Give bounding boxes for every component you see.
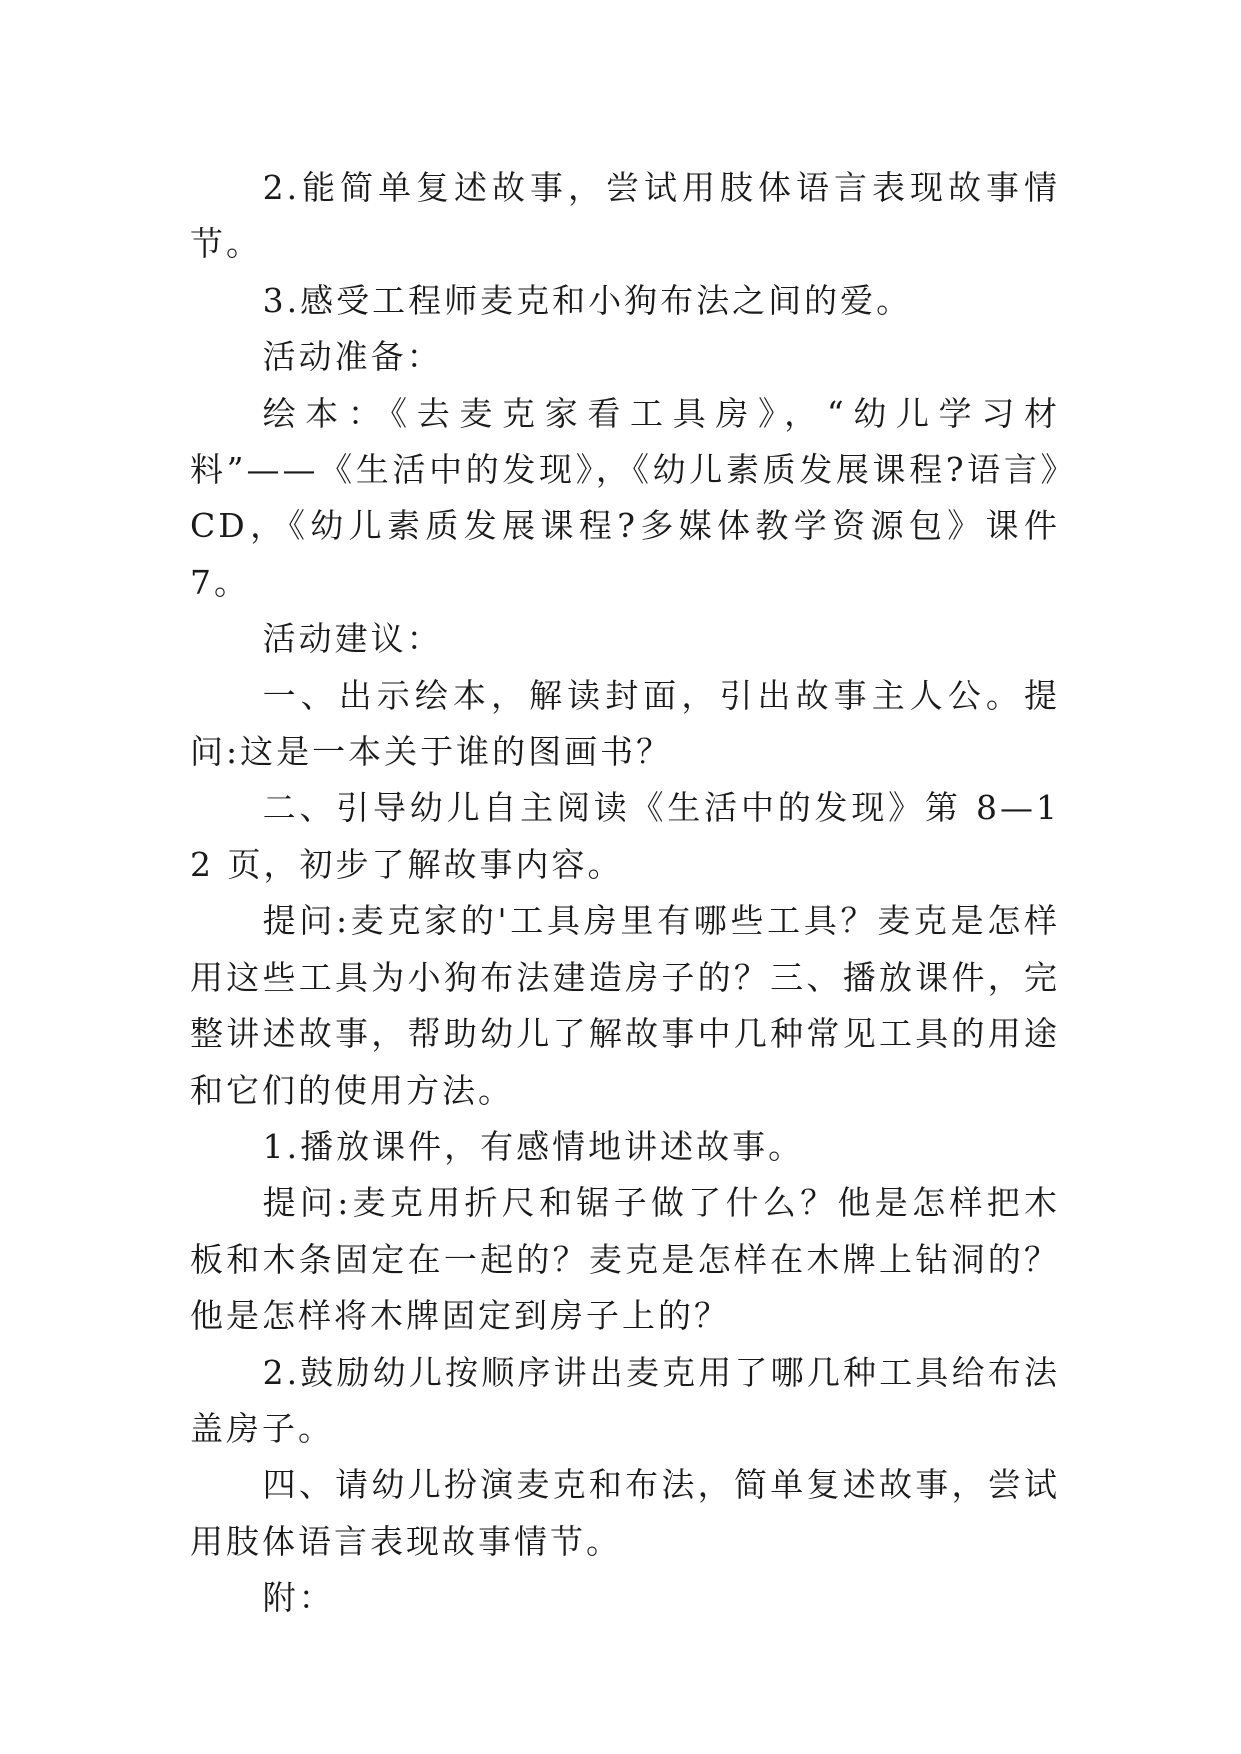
paragraph-substep-2: 2.鼓励幼儿按顺序讲出麦克用了哪几种工具给布法盖房子。: [190, 1352, 1060, 1448]
heading-activity-suggestions: 活动建议：: [262, 619, 443, 659]
paragraph-goal-2: 2.能简单复述故事，尝试用肢体语言表现故事情节。: [190, 168, 1060, 264]
heading-appendix: 附：: [262, 1578, 335, 1618]
paragraph-step-1: 一、出示绘本，解读封面，引出故事主人公。提问:这是一本关于谁的图画书？: [190, 675, 1060, 772]
heading-activity-preparation: 活动准备：: [262, 337, 443, 377]
paragraph-step-4: 四、请幼儿扮演麦克和布法，简单复述故事，尝试用肢体语言表现故事情节。: [190, 1465, 1060, 1561]
paragraph-goal-3: 3.感受工程师麦克和小狗布法之间的爱。: [262, 280, 913, 320]
paragraph-question-saw: 提问:麦克用折尺和锯子做了什么？他是怎样把木板和木条固定在一起的？麦克是怎样在木牌上钻洞的？他是怎样将木牌固定到房子上的？: [190, 1183, 1060, 1336]
paragraph-materials: 绘本：《去麦克家看工具房》，“幼儿学习材料”——《生活中的发现》，《幼儿素质发展课程?语言》CD，《幼儿素质发展课程?多媒体教学资源包》课件 7。: [190, 393, 1060, 602]
document-body: [190, 160, 1060, 1627]
paragraph-step-2: 二、引导幼儿自主阅读《生活中的发现》第 8—12 页，初步了解故事内容。: [190, 788, 1060, 884]
paragraph-substep-1: 1.播放课件，有感情地讲述故事。: [262, 1126, 805, 1166]
paragraph-question-tools: 提问:麦克家的'工具房里有哪些工具？麦克是怎样用这些工具为小狗布法建造房子的？三、播放课件，完整讲述故事，帮助幼儿了解故事中几种常见工具的用途和它们的使用方法。: [190, 901, 1060, 1110]
